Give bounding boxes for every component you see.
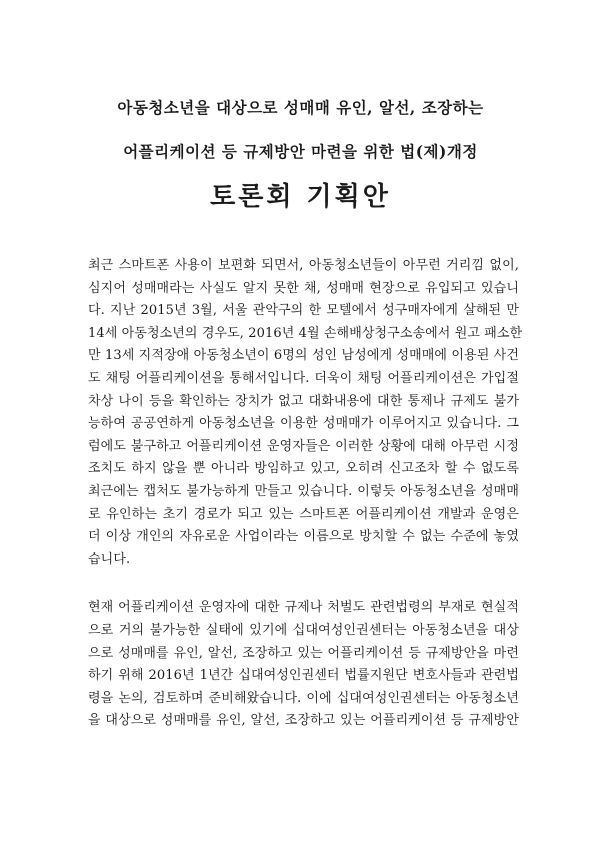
paragraph-line: 령을 논의, 검토하며 준비해왔습니다. 이에 십대여성인권센터는 아동청소년: [88, 690, 519, 706]
paragraph-line: 만 13세 지적장애 아동청소년이 6명의 성인 남성에게 성매매에 이용된 사건: [88, 348, 519, 364]
paragraph-line: 심지어 성매매라는 사실도 알지 못한 채, 성매매 현장으로 유입되고 있습니: [88, 280, 519, 296]
paragraph-line: 능하여 공공연하게 아동청소년을 이용한 성매매가 이루어지고 있습니다. 그: [88, 416, 519, 432]
paragraph-line: 현재 어플리케이션 운영자에 대한 규제나 처벌도 관련법령의 부재로 현실적: [88, 600, 519, 616]
paragraph-line: 럼에도 불구하고 어플리케이션 운영자들은 이러한 상황에 대해 아무런 시정: [88, 438, 519, 454]
document-body: [88, 255, 523, 733]
paragraph-line: 하기 위해 2016년 1년간 십대여성인권센터 법률지원단 변호사들과 관련법: [88, 668, 519, 684]
paragraph-line: 을 대상으로 성매매를 유인, 알선, 조장하고 있는 어플리케이션 등 규제방안: [88, 713, 519, 729]
paragraph-line: 차상 나이 등을 확인하는 장치가 없고 대화내용에 대한 통제나 규제도 불가: [88, 393, 519, 409]
paragraph-line: 조치도 하지 않을 뿐 아니라 방임하고 있고, 오히려 신고조차 할 수 없도록: [88, 461, 519, 477]
paragraph-2: [88, 597, 519, 733]
page-title: 토론회 기획안: [210, 182, 391, 212]
paragraph-line: 습니다.: [88, 551, 131, 567]
paragraph-line: 으로 거의 불가능한 실태에 있기에 십대여성인권센터는 아동청소년을 대상: [88, 622, 519, 638]
paragraph-line: 최근 스마트폰 사용이 보편화 되면서, 아동청소년들이 아무런 거리낌 없이,: [88, 258, 519, 273]
paragraph-line: 도 채팅 어플리케이션을 통해서입니다. 더욱이 채팅 어플리케이션은 가입절: [88, 370, 519, 386]
paragraph-line: 더 이상 개인의 자유로운 사업이라는 이름으로 방치할 수 없는 수준에 놓였: [88, 529, 519, 545]
subtitle-line-1: 아동청소년을 대상으로 성매매 유인, 알선, 조장하는: [117, 98, 484, 117]
paragraph-line: 다. 지난 2015년 3월, 서울 관악구의 한 모텔에서 성구매자에게 살해된 만: [88, 303, 519, 319]
subtitle-line-2: 어플리케이션 등 규제방안 마련을 위한 법(제)개정: [123, 142, 478, 161]
paragraph-1: [88, 255, 523, 571]
paragraph-line: 으로 성매매를 유인, 알선, 조장하고 있는 어플리케이션 등 규제방안을 마련: [88, 645, 519, 661]
paragraph-line: 최근에는 캡처도 불가능하게 만들고 있습니다. 이렇듯 아동청소년을 성매매: [88, 483, 519, 499]
paragraph-line: 14세 아동청소년의 경우도, 2016년 4월 손해배상청구소송에서 원고 패소한: [88, 325, 523, 341]
paragraph-line: 로 유인하는 초기 경로가 되고 있는 스마트폰 어플리케이션 개발과 운영은: [88, 506, 519, 522]
